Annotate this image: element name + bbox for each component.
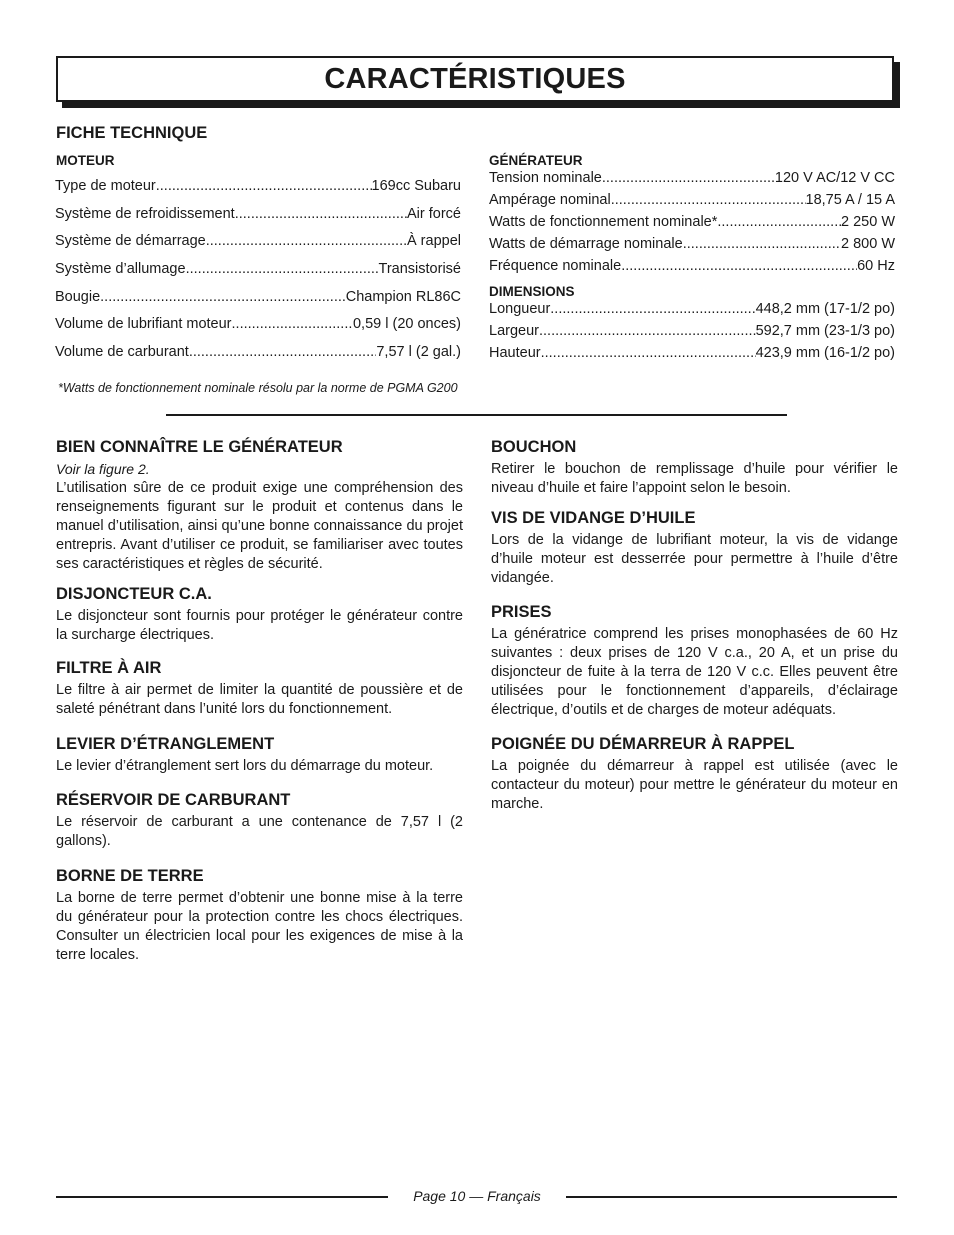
- spec-label: Système d’allumage: [55, 261, 186, 278]
- moteur-heading: MOTEUR: [56, 153, 115, 168]
- section-prises: [491, 602, 898, 720]
- spec-value: À rappel: [406, 233, 461, 250]
- spec-value: 2 250 W: [841, 214, 895, 230]
- spec-value: 592,7 mm (23-1/3 po): [755, 323, 895, 339]
- section-text: Le réservoir de carburant a une contenance de 7,57 l (2 gallons).: [56, 814, 463, 849]
- section-bien-connaitre: [56, 437, 463, 574]
- spec-row: [55, 316, 461, 344]
- footer-rule-left: [56, 1196, 388, 1198]
- spec-row: [489, 170, 895, 192]
- section-title: BOUCHON: [491, 438, 577, 456]
- spec-row: [55, 261, 461, 289]
- section-text: Retirer le bouchon de remplissage d’huile pour vérifier le niveau d’huile et faire l’appoint selon le besoin.: [491, 461, 898, 496]
- spec-label: Système de démarrage: [55, 233, 206, 250]
- spec-label: Hauteur: [489, 345, 541, 361]
- moteur-spec-list: [55, 178, 461, 372]
- section-text: L’utilisation sûre de ce produit exige une compréhension des renseignements figurant sur le produit et contenus dans le manuel d’utilisation, ainsi qu’une bonne connaissance du projet entrepris. Avant d’utiliser ce produit, se familiariser avec toutes ses caractéristiques et règles de sécurité.: [56, 480, 463, 572]
- fiche-technique-heading: FICHE TECHNIQUE: [56, 124, 208, 142]
- spec-row: [55, 344, 461, 372]
- section-text: Lors de la vidange de lubrifiant moteur, la vis de vidange d’huile moteur est desserrée pour permettre à l’huile d’être vidangée.: [491, 532, 898, 586]
- spec-label: Largeur: [489, 323, 539, 339]
- spec-label: Watts de fonctionnement nominale*: [489, 214, 718, 230]
- spec-value: Air forcé: [407, 205, 461, 222]
- spec-row: [489, 236, 895, 258]
- spec-value: Transistorisé: [378, 261, 461, 278]
- spec-row: [489, 258, 895, 280]
- section-text: Le levier d’étranglement sert lors du démarrage du moteur.: [56, 758, 434, 774]
- figure-note: Voir la figure 2.: [56, 461, 150, 477]
- dimensions-spec-list: [489, 301, 895, 367]
- section-borne-de-terre: [56, 866, 463, 965]
- section-title: BIEN CONNAÎTRE LE GÉNÉRATEUR: [56, 438, 343, 456]
- spec-row: [55, 233, 461, 261]
- section-title: FILTRE À AIR: [56, 659, 162, 677]
- section-title: VIS DE VIDANGE D’HUILE: [491, 509, 696, 527]
- section-bouchon: [491, 437, 898, 498]
- section-poignee: [491, 734, 898, 814]
- section-vis-de-vidange: [491, 508, 898, 588]
- spec-label: Longueur: [489, 301, 551, 317]
- dimensions-heading: DIMENSIONS: [489, 284, 575, 299]
- section-title: DISJONCTEUR C.A.: [56, 585, 212, 603]
- section-text: Le disjoncteur sont fournis pour protéger le générateur contre la surcharge électriques.: [56, 608, 463, 643]
- spec-row: [55, 289, 461, 317]
- section-text: Le filtre à air permet de limiter la quantité de poussière et de saleté pénétrant dans l’unité lors du fonctionnement.: [56, 682, 463, 717]
- spec-value: 169cc Subaru: [371, 178, 461, 194]
- generateur-spec-list: [489, 170, 895, 280]
- generateur-heading: GÉNÉRATEUR: [489, 153, 583, 168]
- spec-value: 0,59 l (20 onces): [352, 316, 461, 333]
- footer-rule-right: [566, 1196, 897, 1198]
- spec-value: 60 Hz: [857, 258, 895, 274]
- spec-label: Bougie: [55, 288, 101, 305]
- spec-value: 2 800 W: [841, 236, 895, 252]
- spec-row: [55, 178, 461, 206]
- section-text: La poignée du démarreur à rappel est utilisée (avec le contacteur du moteur) pour mettre le générateur du moteur en marche.: [491, 758, 898, 812]
- spec-value: 7,57 l (2 gal.): [376, 344, 461, 361]
- section-title: PRISES: [491, 603, 552, 621]
- section-filtre-a-air: [56, 658, 463, 719]
- section-levier: [56, 734, 463, 776]
- spec-row: [489, 345, 895, 367]
- section-title: BORNE DE TERRE: [56, 867, 204, 885]
- section-title: RÉSERVOIR DE CARBURANT: [56, 791, 291, 809]
- spec-label: Tension nominale: [489, 170, 602, 186]
- spec-label: Type de moteur: [55, 178, 156, 194]
- spec-row: [55, 206, 461, 234]
- spec-row: [489, 323, 895, 345]
- spec-label: Fréquence nominale: [489, 258, 622, 274]
- spec-value: 448,2 mm (17-1/2 po): [755, 301, 895, 317]
- spec-row: [489, 192, 895, 214]
- spec-row: [489, 214, 895, 236]
- spec-value: Champion RL86C: [345, 288, 461, 305]
- section-reservoir: [56, 790, 463, 851]
- section-text: La génératrice comprend les prises monophasées de 60 Hz suivantes : deux prises de 120 V c.a., 20 A, et un prise du disjoncteur de fuite à la terra de 120 V c.c. Elles peuvent être utilisées pour le fonctionnement d’appareils, d’éclairage électrique, d’outils et de charges de moteur adéquats.: [491, 626, 898, 718]
- section-disjoncteur: [56, 584, 463, 645]
- section-title: POIGNÉE DU DÉMARREUR À RAPPEL: [491, 735, 795, 753]
- spec-label: Système de refroidissement: [55, 205, 235, 222]
- page-footer: Page 10 — Français: [413, 1188, 541, 1204]
- spec-value: 18,75 A / 15 A: [805, 192, 895, 208]
- section-divider: [166, 414, 787, 416]
- footnote: *Watts de fonctionnement nominale résolu par la norme de PGMA G200: [58, 381, 458, 395]
- spec-row: [489, 301, 895, 323]
- spec-label: Ampérage nominal: [489, 192, 611, 208]
- page-title: CARACTÉRISTIQUES: [324, 62, 626, 95]
- spec-label: Volume de lubrifiant moteur: [55, 316, 232, 333]
- spec-label: Volume de carburant: [55, 344, 189, 361]
- spec-label: Watts de démarrage nominale: [489, 236, 683, 252]
- spec-value: 120 V AC/12 V CC: [774, 170, 895, 186]
- spec-value: 423,9 mm (16-1/2 po): [755, 345, 895, 361]
- section-title: LEVIER D’ÉTRANGLEMENT: [56, 735, 275, 753]
- page-title-box: [56, 56, 894, 102]
- section-text: La borne de terre permet d’obtenir une bonne mise à la terre du générateur pour la protection contre les chocs électriques. Consulter un électricien local pour les exigences de mise à la terre locales.: [56, 890, 463, 963]
